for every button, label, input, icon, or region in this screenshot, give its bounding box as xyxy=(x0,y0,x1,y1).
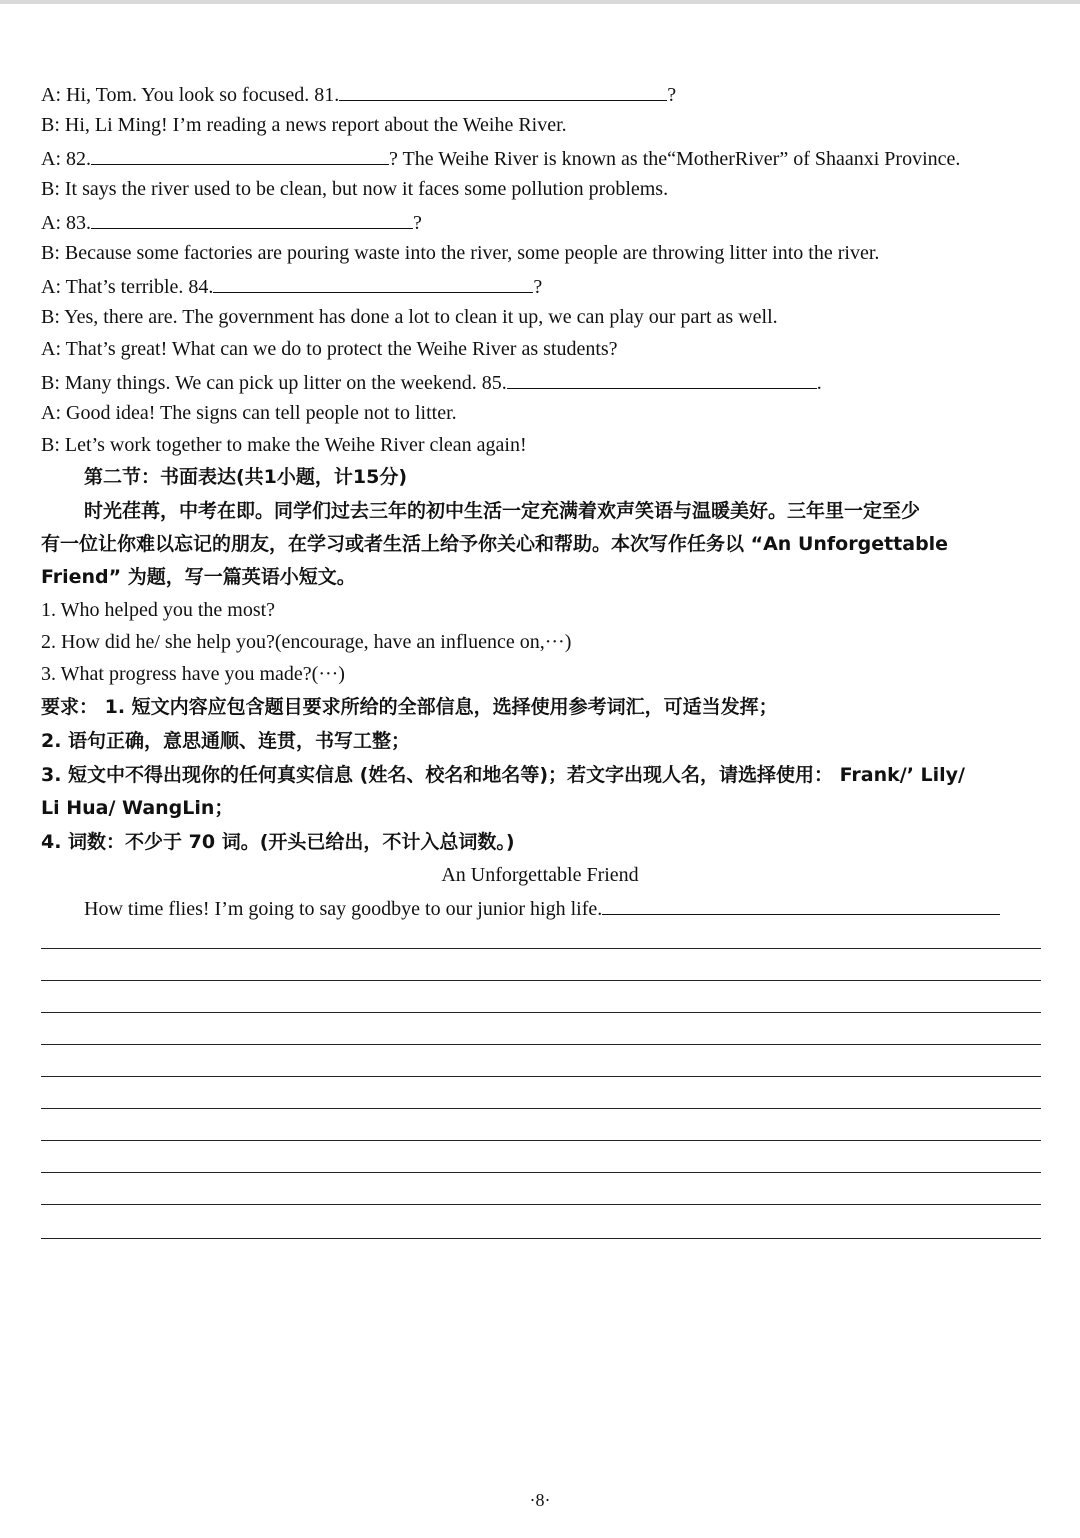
guide-question: 1. Who helped you the most? xyxy=(41,599,276,621)
essay-opening: How time flies! I’m going to say goodbye to our junior high life. xyxy=(84,898,603,920)
dialogue-text: A: That’s terrible. 84. xyxy=(41,276,214,298)
answer-line[interactable] xyxy=(41,1012,1041,1013)
dialogue-text: A: 82. xyxy=(41,148,91,170)
guide-question: 3. What progress have you made?(···) xyxy=(41,663,345,685)
answer-line[interactable] xyxy=(41,948,1041,949)
dialogue-text: ? xyxy=(533,276,543,298)
answer-line[interactable] xyxy=(41,1044,1041,1045)
answer-blank-85[interactable] xyxy=(507,368,817,389)
section-title: 第二节：书面表达(共1小题，计15分) xyxy=(84,466,408,488)
dialogue-text: ? xyxy=(413,212,422,234)
writing-intro: 时光荏苒，中考在即。同学们过去三年的初中生活一定充满着欢声笑语与温暖美好。三年里一定至少 xyxy=(84,500,921,522)
essay-title: An Unforgettable Friend xyxy=(441,864,639,886)
answer-line[interactable] xyxy=(41,1108,1041,1109)
top-border xyxy=(0,0,1080,4)
answer-line[interactable] xyxy=(41,1172,1041,1173)
answer-line[interactable] xyxy=(602,894,1000,915)
dialogue-line-85 xyxy=(41,368,822,396)
requirement: 要求： 1. 短文内容应包含题目要求所给的全部信息，选择使用参考词汇，可适当发挥； xyxy=(41,696,778,718)
dialogue-line: A: That’s great! What can we do to protect the Weihe River as students? xyxy=(41,338,618,360)
requirement: 2. 语句正确，意思通顺、连贯，书写工整； xyxy=(41,730,411,752)
dialogue-line-82 xyxy=(41,144,960,172)
dialogue-line: B: It says the river used to be clean, but now it faces some pollution problems. xyxy=(41,178,669,200)
requirement: Li Hua/ WangLin； xyxy=(41,797,234,819)
requirement: 4. 词数：不少于 70 词。(开头已给出，不计入总词数。) xyxy=(41,831,515,853)
dialogue-line: A: Good idea! The signs can tell people not to litter. xyxy=(41,402,457,424)
writing-intro: Friend” 为题，写一篇英语小短文。 xyxy=(41,566,356,588)
dialogue-line: B: Let’s work together to make the Weihe River clean again! xyxy=(41,434,527,456)
answer-line[interactable] xyxy=(41,1140,1041,1141)
answer-line[interactable] xyxy=(41,980,1041,981)
answer-line[interactable] xyxy=(41,1076,1041,1077)
dialogue-text: A: Hi, Tom. You look so focused. 81. xyxy=(41,84,340,106)
answer-blank-81[interactable] xyxy=(339,80,667,101)
dialogue-text: A: 83. xyxy=(41,212,91,234)
requirement: 3. 短文中不得出现你的任何真实信息 (姓名、校名和地名等)；若文字出现人名，请选择使用： Frank/’ Lily/ xyxy=(41,764,965,786)
guide-question: 2. How did he/ she help you?(encourage, have an influence on,···) xyxy=(41,631,572,653)
dialogue-line: B: Yes, there are. The government has done a lot to clean it up, we can play our part as well. xyxy=(41,306,778,328)
answer-line[interactable] xyxy=(41,1204,1041,1205)
writing-intro: 有一位让你难以忘记的朋友，在学习或者生活上给予你关心和帮助。本次写作任务以 “An Unforgettable xyxy=(41,533,949,555)
dialogue-text: B: Many things. We can pick up litter on the weekend. 85. xyxy=(41,372,507,394)
answer-blank-84[interactable] xyxy=(213,272,533,293)
dialogue-line: B: Because some factories are pouring waste into the river, some people are throwing litter into the river. xyxy=(41,242,880,264)
dialogue-text: ? xyxy=(667,84,677,106)
dialogue-line-83 xyxy=(41,208,422,236)
essay-opening-line xyxy=(84,894,1000,922)
answer-blank-82[interactable] xyxy=(91,144,389,165)
dialogue-line: B: Hi, Li Ming! I’m reading a news report about the Weihe River. xyxy=(41,114,567,136)
dialogue-line-81 xyxy=(41,80,676,108)
answer-line[interactable] xyxy=(41,1238,1041,1239)
dialogue-text: . xyxy=(816,372,822,394)
dialogue-line-84 xyxy=(41,272,542,300)
dialogue-text: ? The Weihe River is known as the“MotherRiver” of Shaanxi Province. xyxy=(389,148,961,170)
page-number: ·8· xyxy=(529,1490,551,1510)
answer-blank-83[interactable] xyxy=(91,208,413,229)
